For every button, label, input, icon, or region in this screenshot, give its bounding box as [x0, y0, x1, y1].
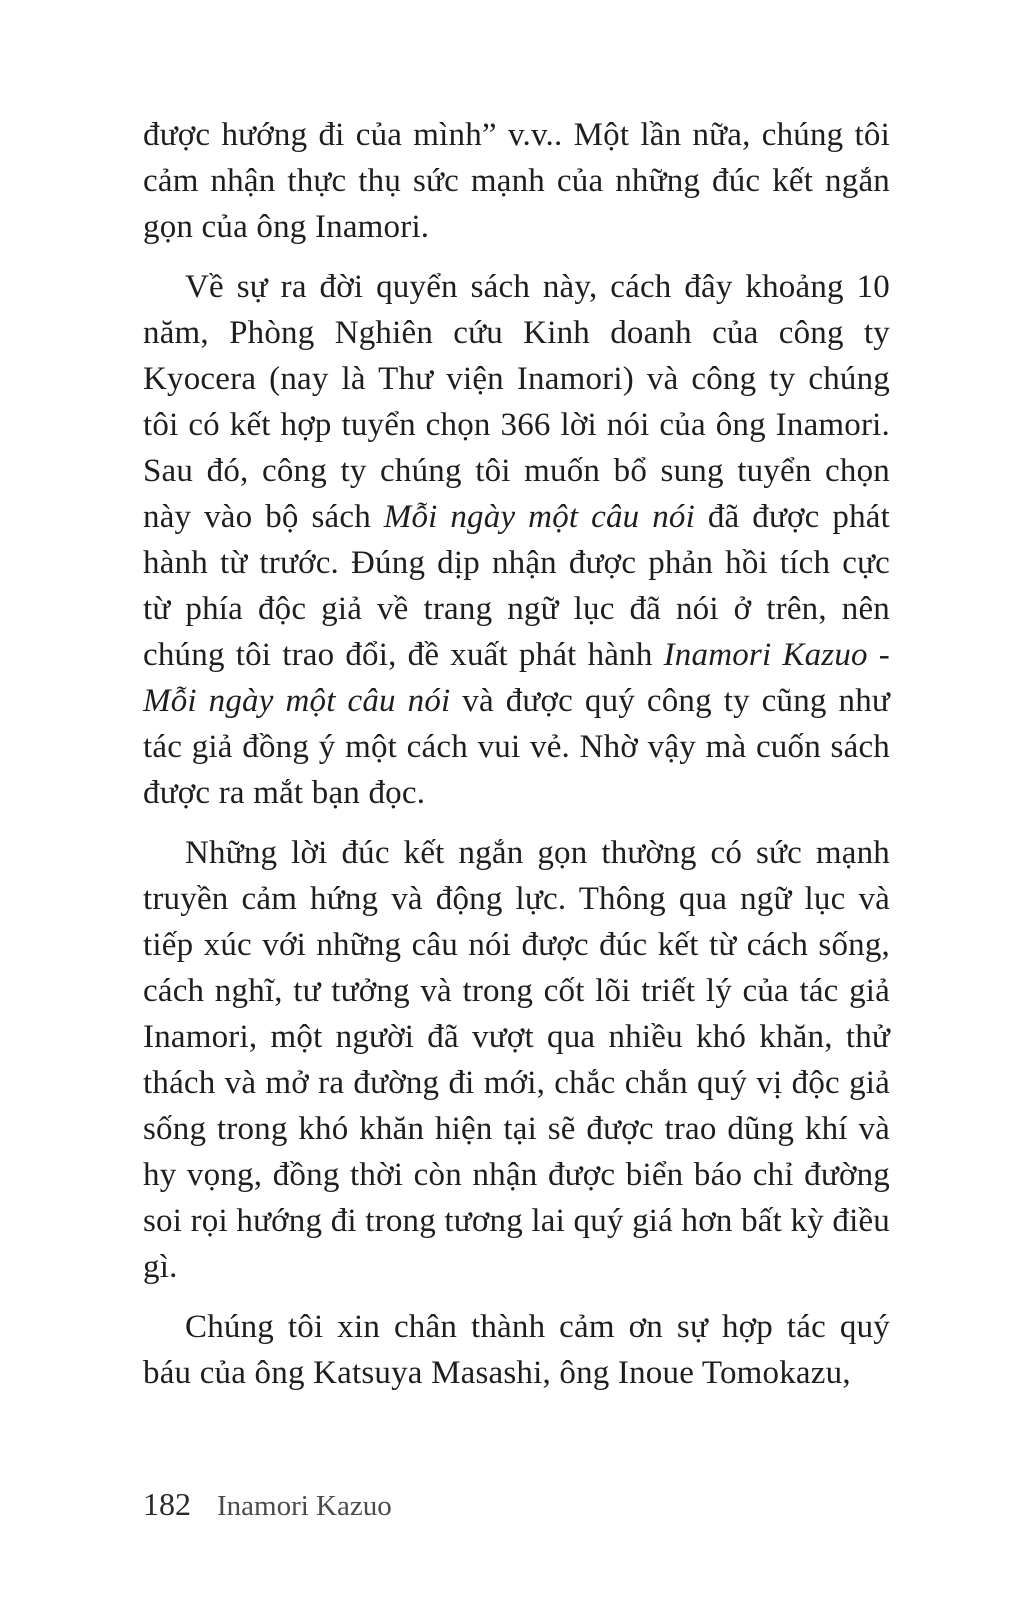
book-title-italic: Inamori Kazuo - Mỗi ngày một câu nói	[143, 637, 890, 719]
text-segment: được hướng đi của mình” v.v.. Một lần nữa, chúng tôi cảm nhận thực thụ sức mạnh của những đúc kết ngắn gọn của ông Inamori.	[143, 117, 890, 245]
paragraph	[143, 264, 890, 816]
paragraph	[143, 112, 890, 250]
text-segment: Về sự ra đời quyển sách này, cách đây khoảng 10 năm, Phòng Nghiên cứu Kinh doanh của công ty Kyocera (nay là Thư viện Inamori) và công ty chúng tôi có kết hợp tuyển chọn 366 lời nói của ông Inamori. Sau đó, công ty chúng tôi muốn bổ sung tuyển chọn này vào bộ sách	[143, 269, 890, 535]
page-number: 182	[143, 1486, 191, 1522]
page-text	[143, 112, 890, 1410]
text-segment: đã được phát hành từ trước. Đúng dịp nhận được phản hồi tích cực từ phía độc giả về trang ngữ lục đã nói ở trên, nên chúng tôi trao đổi, đề xuất phát hành	[143, 499, 890, 673]
page-footer	[143, 1486, 392, 1523]
paragraph	[143, 1304, 890, 1396]
text-segment: Những lời đúc kết ngắn gọn thường có sức mạnh truyền cảm hứng và động lực. Thông qua ngữ lục và tiếp xúc với những câu nói được đúc kết từ cách sống, cách nghĩ, tư tưởng và trong cốt lõi triết lý của tác giả Inamori, một người đã vượt qua nhiều khó khăn, thử thách và mở ra đường đi mới, chắc chắn quý vị độc giả sống trong khó khăn hiện tại sẽ được trao dũng khí và hy vọng, đồng thời còn nhận được biển báo chỉ đường soi rọi hướng đi trong tương lai quý giá hơn bất kỳ điều gì.	[143, 835, 890, 1285]
text-segment: và được quý công ty cũng như tác giả đồng ý một cách vui vẻ. Nhờ vậy mà cuốn sách được ra mắt bạn đọc.	[143, 683, 891, 811]
running-title: Inamori Kazuo	[217, 1490, 392, 1522]
text-segment: Chúng tôi xin chân thành cảm ơn sự hợp tác quý báu của ông Katsuya Masashi, ông Inoue Tomokazu,	[143, 1309, 890, 1391]
book-title-italic: Mỗi ngày một câu nói	[383, 499, 695, 535]
paragraph	[143, 830, 890, 1290]
